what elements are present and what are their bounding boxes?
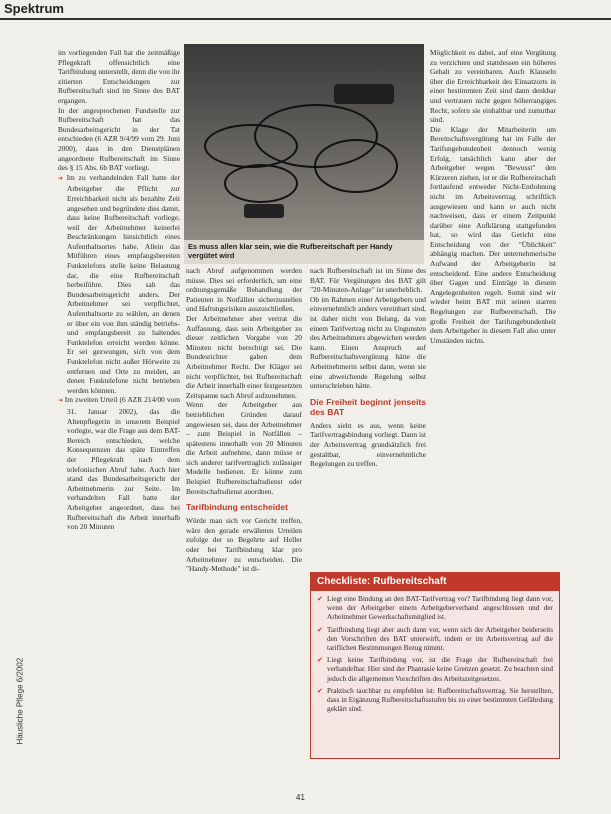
paragraph: Möglichkeit es dabei, auf eine Vergütung zu verzichten und stattdessen ein höheres Gehalt zu vereinbaren. Auch Klauseln über die Erreichbarkeit des Einsatzorts in einer bestimmten Zeit sind dann denkbar und vertrauen nicht gegen höherrangiges Recht, sofern sie einhaltbar und zumutbar sind.	[430, 48, 556, 125]
bullet-paragraph: ➜ Im zu verhandelnden Fall hatte der Arbeitgeber die Pflicht zur Erreichbarkeit nicht als bezahlte Zeit angesehen und begründete dies damit, dass keine Rufbereitschaft vorliege, weil der Arbeitnehmer keinerlei Beschränkungen hinsichtlich eines Aufenthaltsortes habe. Allein das Mitführen eines empfangsbereiten Funktelefons stelle keine Belastung dar, die eine Rufbereitschaft herbeiführe. Dies sah das Bundesarbeitsgericht anders. Der Arbeitnehmer sei verpflichtet, Aufenthaltsorte zu wählen, an denen er über ein von ihm ständig betriebs- und empfangsbereit zu haltendes Funktelefon erreicht werden könne. Er sei gezwungen, sich von dem Funktelefon nicht außer Hörweite zu entfernen und Orte zu meiden, an denen Funktelefone nicht betrieben werden könnten.	[67, 173, 180, 396]
subheading: Tarifbindung entscheidet	[186, 502, 289, 513]
photo-caption: Es muss allen klar sein, wie die Rufbereitschaft per Handy vergütet wird	[184, 240, 424, 264]
paragraph: im vorliegenden Fall hat die zeitmäßige Pflegekraft offensichtlich eine Tarifbindung unterstellt, denn die von ihr zitierten Entscheidungen zur Rufbereitschaft sind im Sinne des BAT ergangen.	[58, 48, 180, 105]
page-number: 41	[296, 793, 305, 802]
checklist-item: ✔ Tarifbindung liegt aber auch dann vor, wenn sich der Arbeitgeber beiderseits den Vorschriften des BAT unterwirft, indem er im Arbeitsvertrag auf die tariflichen Bestimmungen Bezug nimmt.	[317, 626, 553, 654]
checklist-item: ✔ Liegt keine Tarifbindung vor, ist die Frage der Rufbereitschaft frei verhandelbar. Hier sind der Phantasie keine Grenzen gesetzt. Zu beachten sind jedoch die allgemeinen Vorschriften des Arbeitszeitgesetzes.	[317, 656, 553, 684]
paragraph: Ob im Rahmen einer Arbeitgebers und einvernehmlich anders vereinbart sind, ist daher nicht von Belang, da von einem Tarifvertrag nicht zu Ungunsten des Arbeitnehmers abgewichen werden kann. Einen Anspruch auf Rufbereitschaftsvergütung hätte die Arbeitnehmerin selbst dann, wenn sie eine abweichende Regelung selbst unterschrieben hätte.	[310, 294, 426, 391]
paragraph: nach Abruf aufgenommen werden müsse. Dies sei erforderlich, um eine ordnungsgemäße Behandlung der Patienten in Notfällen sicherzustellen und Haftungsrisiken auszuschließen.	[186, 266, 302, 314]
checklist-title: Checkliste: Rufbereitschaft	[311, 573, 559, 591]
paragraph: In der angesprochenen Fundstelle zur Rufbereitschaft hat das Bundesarbeitsgericht in der Tat entschieden (6 AZR 9/4/99 vom 29. Juni 2000), dass in den Dienstplänen angeordnete Rufbereitschaft im Sinne des § 15 Abs. 6b BAT vorliegt.	[58, 105, 180, 173]
paragraph: Würde man sich vor Gericht treffen, wäre den gerade erwähnten Urteilen zufolge der so Begehrte auf Heller oder bei Tarifbindung klar pro Arbeitnehmer zu entscheiden. Die "Handy-Methode" ist di-	[186, 516, 302, 574]
paragraph: Die Klage der Mitarbeiterin um Bereitschaftsvergütung hat im Falle der Tarifungebundenheit dennoch wenig Erfolg, tatsächlich kann aber der Arbeitgeber wegen "Bewusst" den Kürzeren ziehen, ist er die Rufbereitschaft fortlaufend entweder Nicht-Entlohnung nicht im Arbeitsvertrag schriftlich ausgewiesen und kann er auch nicht nachweisen, dass er einem Zeitpunkt darüber eine Aufklärung stattgefunden hat, so wird das Gericht eine Entscheidung von der "Üblichkeit" abhängig machen. Der unternehmerische Aufwand der Arbeitgeberin ist entscheidend. Eine andere Entscheidung über Gagen und Einträge in diesem Angelegenheiten regelt. Somit sind wir wieder beim BAT mit seinen starren Regelungen zur Rufbereitschaft. Die große Freiheit der Tarifungebundenheit dem Arbeitgeber in diesem Fall also unter Umständen nichts.	[430, 124, 556, 345]
checklist-list	[317, 595, 553, 714]
checklist-item: ✔ Liegt eine Bindung an den BAT-Tarifvertrag vor? Tarifbindung liegt dann vor, wenn der Arbeitgeber einem Arbeitgeberverband angeschlossen und der Arbeitnehmer Gewerkschaftsmitglied ist.	[317, 595, 553, 623]
column-2	[186, 266, 302, 793]
journal-label: Häusliche Pflege 6/2002	[15, 657, 25, 745]
column-1	[58, 48, 180, 793]
bullet-paragraph: ➜ Im zweiten Urteil (6 AZR 214/00 vom 31. Januar 2002), das die Altenpflegerin in unserem Beispiel vorlegte, war die Frage aus dem BAT-Bereich entschieden, welche Konsequenzen das späte Eintreffen der Pflegekraft nach dem telefonischen Abruf habe. Auch hier stand das Bundesarbeitsgericht der Arbeitnehmerin zur Seite. Im verhandelten Fall hatte der Arbeitgeber angeordnet, dass bei Rufbereitschaft die Arbeit innerhalb von 20 Minuten	[67, 395, 180, 531]
photo-cables-phones	[184, 44, 424, 240]
page-header	[0, 0, 611, 20]
paragraph: Der Arbeitnehmer aber vertrat die Auffassung, dass sein Arbeitgeber zu dieser zeitlichen Vorgabe von 20 Minuten nicht berechtigt sei. Die Bundesrichter gaben dem Arbeitnehmer Recht. Der Kläger sei nicht verpflichtet, bei Rufbereitschaft die Arbeit innerhalb einer festgesetzten Zeitspanne nach Abruf aufzunehmen.	[186, 313, 302, 400]
subheading: Die Freiheit beginnt jenseits des BAT	[310, 396, 426, 417]
column-3	[310, 266, 426, 566]
checklist-box	[310, 572, 560, 759]
paragraph: Anders sieht es aus, wenn keine Tarifvertragsbindung vorliegt. Dann ist der Arbeitsvertrag grundsätzlich frei gestaltbar, einvernehmliche Regelungen zu treffen.	[310, 420, 426, 469]
paragraph: nach Rufbereitschaft ist im Sinne des BAT. Für Vergütungen des BAT gilt "20-Minuten-Anlage" ist unerheblich.	[310, 266, 426, 295]
checklist-item: ✔ Praktisch tauchbar zu empfehlen ist: Rufbereitschaftsvertrag. Sie herstellten, dass in Ergänzung Rufbereitschaftsstufen bis zu einer bestimmten Gefährdung geklärt sind.	[317, 687, 553, 715]
paragraph: Wenn der Arbeitgeber aus betrieblichen Gründen darauf angewiesen sei, dass der Arbeitnehmer – zum Beispiel in Notfällen – spätestens innerhalb von 20 Minuten die Arbeit aufnehme, dann müsse er sich anderer tarifvertraglich zulässiger Modelle bedienen. Er könne zum Beispiel Rufbereitschaftsdienst oder Bereitschaftsdienst anordnen.	[186, 400, 302, 496]
column-4	[430, 48, 556, 563]
section-title: Spektrum	[4, 1, 64, 16]
